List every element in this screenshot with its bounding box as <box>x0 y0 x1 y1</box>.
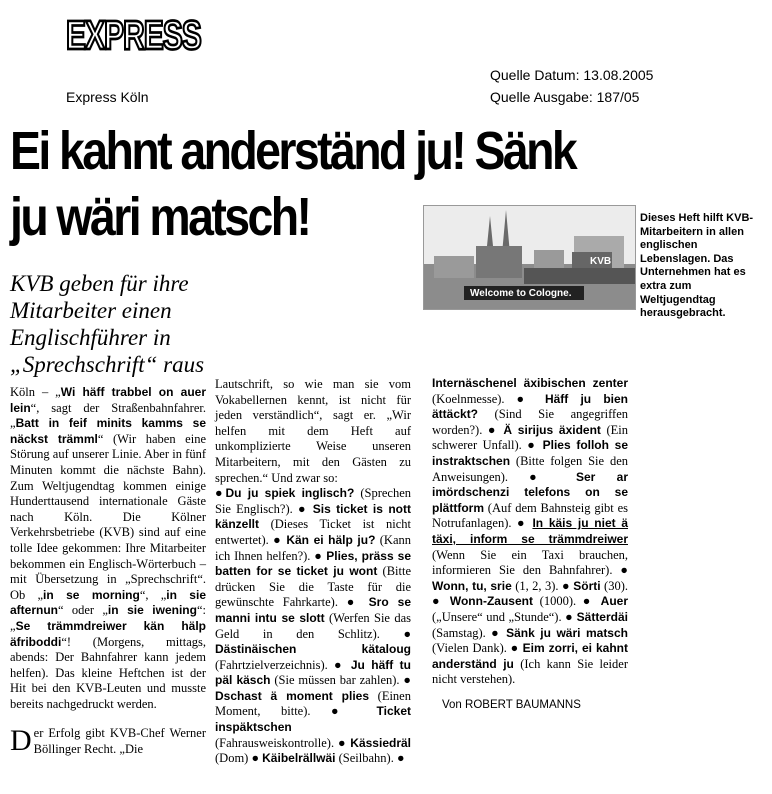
col2-text: (Werfen Sie das Geld in den Schlitz). ● <box>215 610 411 641</box>
col2-text: (Einen Moment, bitte). ● <box>215 688 411 719</box>
phrase-bold: Ticket inspäktschen <box>215 704 411 735</box>
col3-text: (Vielen Dank). ● <box>432 641 523 656</box>
col2-text: (Fahrtzielverzeichnis). ● <box>215 657 351 672</box>
col3-text: (Bitte folgen Sie den Anweisungen). ● <box>432 453 628 484</box>
phrase-bold: Internäschenel äxibischen zenter <box>432 376 628 390</box>
phrase-bold: Käibelrällwäi <box>262 751 336 766</box>
col1-paragraph-2 <box>10 726 206 757</box>
quote-bold: Batt in feif minits kamms se näckst trämml <box>10 416 206 446</box>
photo-sign-text: Welcome to Cologne. <box>470 288 572 299</box>
phrase-bold: Ä sirijus äxident <box>503 422 601 437</box>
col3-text: (Ich kann Sie leider nicht verstehen). <box>432 656 628 687</box>
phrase-bold: Ju häff tu päl käsch <box>215 657 412 688</box>
col1-text: Köln – „ <box>10 385 61 399</box>
article-photo <box>423 205 636 310</box>
publication-name: Express Köln <box>66 89 149 105</box>
phrase-bold: Du ju spiek inglisch? <box>225 486 355 501</box>
col1-text: “ oder „ <box>58 603 108 618</box>
phrase-bold: Eim zorri, ei kahnt anderständ ju <box>432 641 628 671</box>
phrase-bold: Sätterdäi <box>576 609 628 624</box>
col2-text: (Seilbahn). ● <box>335 751 405 766</box>
col2-text: (Kann ich Ihnen helfen?). ● <box>215 532 412 563</box>
phrase-bold: Dästinäischen kätaloug <box>215 642 411 657</box>
article-column-2: Lautschrift, so wie man sie vom Vokabellernen kennt, ist nicht für jeden verständlich“, sagt er. „Wir helfen mit dem Heft auf unkomplizierte Weise unseren Mitarbeitern, mit den Gästen zu sprechen.“ Und zwar so: ●Du ju spiek inglisch? (Sprechen Sie Englisch?). ● Sis ticket is nott känzellt (Dieses Ticket ist nicht entwertet). ● Kän ei hälp ju? (Kann ich Ihnen helfen?). ● Plies, präss se batten for se ticket ju wont (Bitte drücken Sie die Taste für die gewünschte Fahrkarte). ● Sro se manni intu se slott (Werfen Sie das Geld in den Schlitz). ● Dästinäischen kätaloug (Fahrtzielverzeichnis). ● Ju häff tu päl käsch (Sie müssen bar zahlen). ● Dschast ä moment plies (Einen Moment, bitte). ● Ticket inspäktschen (Fahrausweiskontrolle). ● Kässiedräl (Dom) ● Käibelrällwäi (Seilbahn). ● <box>215 377 412 766</box>
source-date: Quelle Datum: 13.08.2005 <box>490 67 654 83</box>
headline-line-1: Ei kahnt anderständ ju! Sänk <box>10 121 576 181</box>
quote-bold: in sie afternun <box>10 587 206 618</box>
col1-text: “! (Morgens, mittags, abends: Der Bahnfahrer kann jedem helfen). Das kleine Heftchen ist der Hit bei den KVB-Leuten und musste bereits nachgedruckt werden. <box>10 634 206 711</box>
source-issue: Quelle Ausgabe: 187/05 <box>490 89 640 105</box>
quote-bold: Wi häff trabbel on auer lein <box>10 385 206 415</box>
col3-text: (1000). ● <box>532 594 601 609</box>
col2-text: (Sie müssen bar zahlen). ● <box>270 673 411 688</box>
col1-text: “, sagt der Straßenbahnfahrer. „ <box>10 400 206 431</box>
col3-text: (Ein schwerer Unfall). ● <box>432 422 629 453</box>
col2-text: (Sprechen Sie Englisch?). ● <box>215 486 411 516</box>
col3-text: (Koelnmesse). ● <box>432 391 545 406</box>
phrase-bold: Sänk ju wäri matsch <box>506 625 628 640</box>
col3-text: (30). ● <box>432 578 628 609</box>
phrase-bold: Sis ticket is nott känzellt <box>215 501 411 532</box>
phrase-bold: In käis ju niet ä täxi, inform se trämmdreiwer <box>432 516 629 546</box>
col3-text: („Unsere“ und „Stunde“). ● <box>432 609 577 624</box>
photo-caption: Dieses Heft hilft KVB-Mitarbeitern in allen englischen Lebenslagen. Das Unternehmen hat es extra zum Weltjugendtag herausgebracht. <box>640 212 754 320</box>
phrase-bold: Plies folloh se instraktschen <box>432 438 628 468</box>
col2-text: (Fahrausweiskontrolle). ● <box>215 735 351 750</box>
col1-text: “ (Wir haben eine Störung auf unserer Linie. Aber in fünf Minuten kommt die nächste Bahn). Zum Weltjugendtag kommen einige Hunderttausend internationale Gäste nach Köln. Die Kölner Verkehrsbetriebe (KVB) sind auf eine tolle Idee gekommen: Ihre Mitarbeiter bekommen ein Englisch-Wörterbuch – mit Übersetzung in „Sprechschrift“. Ob „ <box>10 431 206 602</box>
quote-bold: in se morning <box>43 587 140 602</box>
phrase-bold: Häff ju bien ättäckt? <box>432 391 628 422</box>
col3-text: (1, 2, 3). ● <box>511 578 574 593</box>
phrase-bold: Sörti <box>573 578 601 593</box>
col2-text: (Dieses Ticket ist nicht entwertet). ● <box>215 517 411 547</box>
col3-text: (Sind Sie angegriffen worden?). ● <box>432 407 628 437</box>
col3-text: (Auf dem Bahnsteig gibt es Notrufanlagen). ● <box>432 500 628 531</box>
col3-text: (Wenn Sie ein Taxi brauchen, informieren Sie den Bahnfahrer). ● <box>432 547 628 578</box>
phrase-bold: Dschast ä moment plies <box>215 688 369 703</box>
col1-text: “: „ <box>10 603 206 633</box>
phrase-bold: Auer <box>600 594 628 609</box>
article-column-3 <box>432 376 628 713</box>
phrase-bold: Wonn-Zausent <box>449 594 533 609</box>
quote-bold: in sie iwening <box>107 603 197 618</box>
phrase-bold: Kässiedräl <box>350 735 411 750</box>
col2-text: (Dom) ● <box>215 751 263 766</box>
phrase-bold: Sro se manni intu se slott <box>215 595 411 625</box>
drop-cap: D <box>10 724 32 758</box>
express-logo: EXPRESS <box>66 14 201 59</box>
col3-text: (Samstag). ● <box>432 625 507 640</box>
quote-bold: Se trämmdreiwer kän hälp äfriboddi <box>10 618 206 649</box>
col1-text: er Erfolg gibt KVB-Chef Werner Böllinger Recht. „Die <box>33 726 206 757</box>
headline-line-2: ju wäri matsch! <box>10 187 310 247</box>
phrase-bold: Plies, präss se batten for se ticket ju wont <box>215 548 411 579</box>
article-column-1 <box>10 385 206 758</box>
phrase-bold: Kän ei hälp ju? <box>286 532 376 547</box>
col2-text: (Bitte drücken Sie die Taste für die gewünschte Fahrkarte). ● <box>215 564 412 610</box>
col2-text: Lautschrift, so wie man sie vom Vokabellernen kennt, ist nicht für jeden verständlich“, sagt er. „Wir helfen mit dem Heft auf unkomplizierte Weise unseren Mitarbeitern, mit den Gästen zu sprechen.“ Und zwar so: <box>215 377 411 485</box>
phrase-bold: Ser ar imördschenzi telefons on se plättform <box>432 469 628 515</box>
photo-kvb-logo: KVB <box>590 256 612 267</box>
subheadline: KVB geben für ihre Mitarbeiter einen Englischführer in „Sprechschrift“ raus <box>10 271 205 377</box>
byline: Von ROBERT BAUMANNS <box>442 698 581 711</box>
col1-text: “, „ <box>139 587 167 602</box>
phrase-bold: Wonn, tu, srie <box>432 578 512 593</box>
